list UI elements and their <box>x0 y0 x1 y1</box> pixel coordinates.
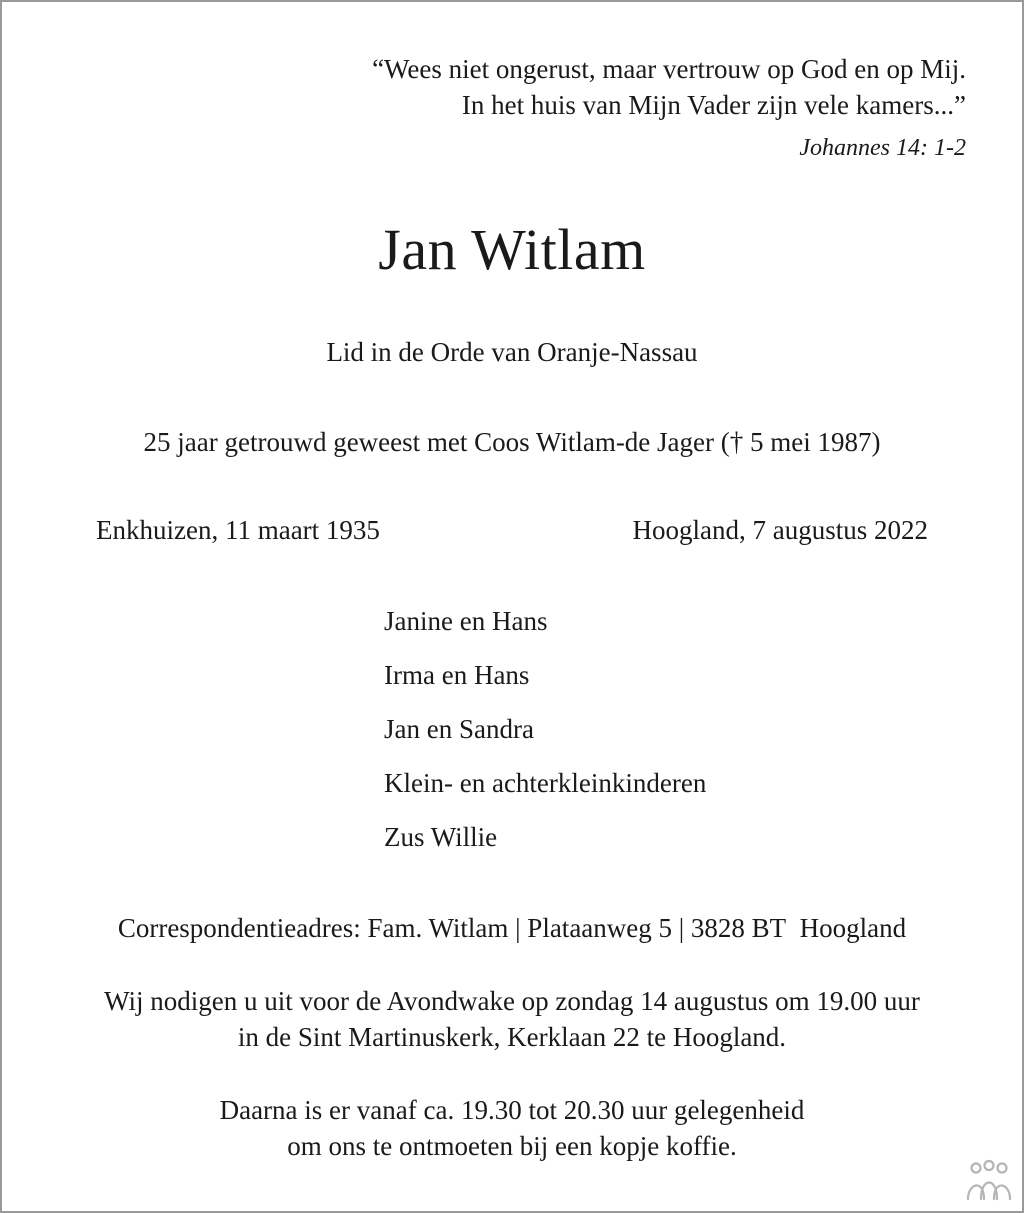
quote-line-1: “Wees niet ongerust, maar vertrouw op God en op Mij. <box>372 54 966 84</box>
marriage-note: 25 jaar getrouwd geweest met Coos Witlam-de Jager († 5 mei 1987) <box>143 427 881 457</box>
death-place-date: Hoogland, 7 augustus 2022 <box>632 515 928 545</box>
family-member: Zus Willie <box>384 822 498 852</box>
order-membership: Lid in de Orde van Oranje-Nassau <box>326 337 698 367</box>
family-member: Irma en Hans <box>384 660 530 690</box>
people-group-icon <box>964 1159 1014 1203</box>
afterwards-line-1: Daarna is er vanaf ca. 19.30 tot 20.30 uur gelegenheid <box>219 1095 805 1125</box>
quote-line-2: In het huis van Mijn Vader zijn vele kamers...” <box>461 90 966 120</box>
afterwards-line-2: om ons te ontmoeten bij een kopje koffie. <box>287 1131 737 1161</box>
invitation-line-2: in de Sint Martinuskerk, Kerklaan 22 te Hoogland. <box>237 1022 787 1052</box>
family-member: Klein- en achterkleinkinderen <box>384 768 707 798</box>
family-member: Janine en Hans <box>384 606 548 636</box>
family-list <box>384 604 706 874</box>
invitation-line-1: Wij nodigen u uit voor de Avondwake op zondag 14 augustus om 19.00 uur <box>104 986 920 1016</box>
quote-source: Johannes 14: 1-2 <box>799 135 966 161</box>
family-member: Jan en Sandra <box>384 714 534 744</box>
correspondence-address: Correspondentieadres: Fam. Witlam | Plataanweg 5 | 3828 BT Hoogland <box>117 913 907 943</box>
birth-place-date: Enkhuizen, 11 maart 1935 <box>96 515 380 545</box>
deceased-name: Jan Witlam <box>378 217 646 282</box>
